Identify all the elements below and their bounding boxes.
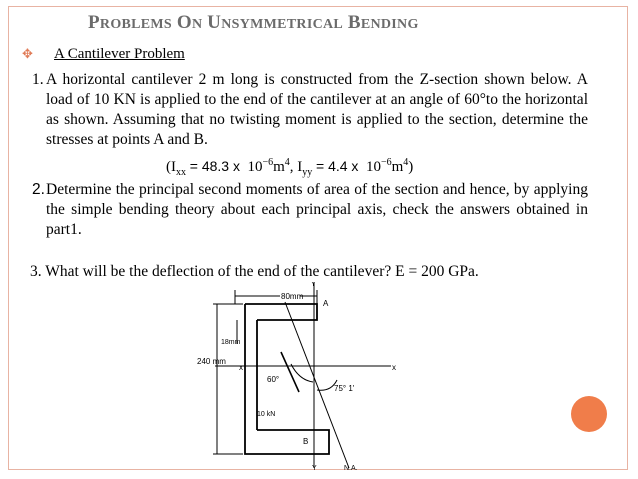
formula bbox=[166, 157, 413, 178]
label-top-dim: 80mm bbox=[281, 292, 304, 301]
problem-3: 3. What will be the deflection of the end of the cantilever? E = 200 GPa. bbox=[30, 263, 479, 280]
formula-text: ($I_{xx} = 48.3$ x $10^{-6}m^4$, $I_{yy} = 4.4$ x $10^{-6}m^4$) bbox=[166, 157, 414, 178]
label-angle-75: 75° 1' bbox=[334, 384, 355, 393]
label-flange: 18mm bbox=[221, 339, 241, 346]
label-axis-x2: x bbox=[392, 363, 396, 372]
accent-circle bbox=[571, 396, 607, 432]
label-point-a: A bbox=[323, 299, 329, 308]
bullet-icon: ✥ bbox=[22, 47, 33, 62]
z-section-diagram bbox=[195, 282, 405, 472]
bullet-text: A Cantilever Problem bbox=[54, 46, 185, 62]
label-axis-x: x bbox=[239, 363, 243, 372]
label-axis-y: Y bbox=[311, 282, 316, 288]
label-axis-y2: Y bbox=[312, 465, 317, 472]
problem-2-text: Determine the principal second moments of area of the section and hence, by applying the simple bending theory about each principal axis, check the answers obtained in part1. bbox=[46, 181, 588, 238]
label-load: 10 kN bbox=[257, 411, 276, 418]
bullet-item bbox=[22, 46, 185, 63]
label-angle-60: 60° bbox=[267, 375, 280, 384]
problem-1: 1. A horizontal cantilever 2 m long is constructed from the Z-section shown below. A load of 10 KN is applied to the end of the cantilever at an angle of 60°to the horizontal as shown. Assuming that no twisting moment is applied to the section, determine the stresses at points A and B. bbox=[32, 71, 588, 148]
label-height: 240 mm bbox=[197, 357, 226, 366]
label-point-b: B bbox=[303, 437, 309, 446]
label-na: N.A. bbox=[344, 465, 358, 472]
slide-title: PROBLEMS ON UNSYMMETRICAL BENDING bbox=[88, 12, 419, 33]
problem-2: 2. Determine the principal second moments of area of the section and hence, by applying the simple bending theory about each principal axis, check the answers obtained in part1. bbox=[32, 181, 588, 238]
problem-1-text: A horizontal cantilever 2 m long is constructed from the Z-section shown below. A load of 10 KN is applied to the end of the cantilever at an angle of 60°to the horizontal as shown. Assuming that no twisting moment is applied to the section, determine the stresses at points A and B. bbox=[46, 71, 588, 148]
